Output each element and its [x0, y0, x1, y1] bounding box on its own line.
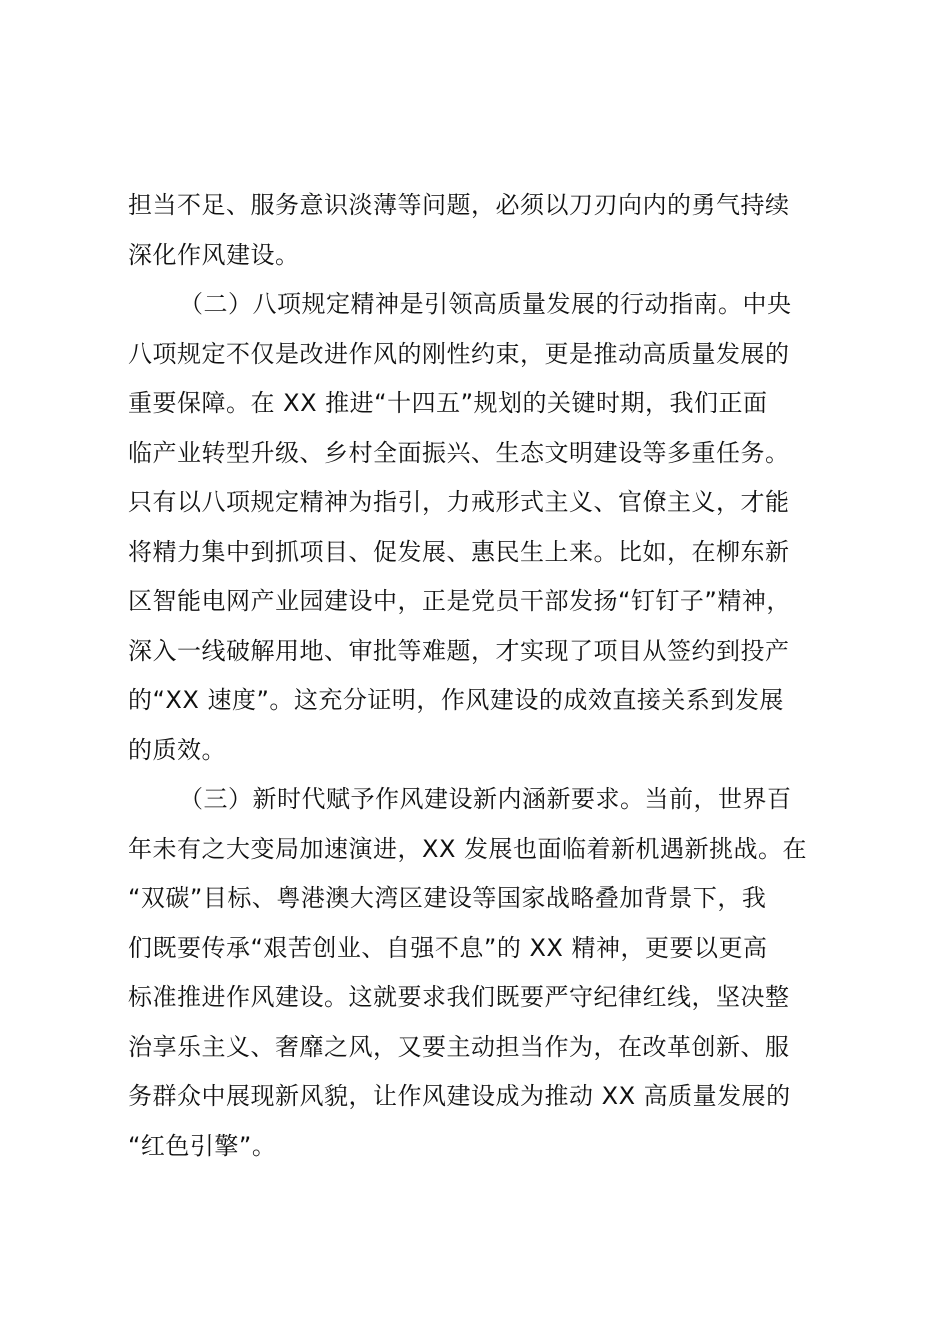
- text-line: “红色引擎”。: [128, 1131, 277, 1160]
- text-line: 的“XX 速度”。这充分证明，作风建设的成效直接关系到发展: [128, 686, 784, 714]
- text-line: 重要保障。在 XX 推进“十四五”规划的关键时期，我们正面: [128, 389, 768, 417]
- paragraph-p1: [128, 181, 834, 280]
- text-line: 治享乐主义、奢靡之风，又要主动担当作为，在改革创新、服: [128, 1032, 790, 1061]
- text-line: “双碳”目标、粤港澳大湾区建设等国家战略叠加背景下，我: [128, 884, 767, 912]
- text-line: 务群众中展现新风貌，让作风建设成为推动 XX 高质量发展的: [128, 1082, 791, 1110]
- text-line: 们既要传承“艰苦创业、自强不息”的 XX 精神，更要以更高: [128, 933, 768, 962]
- text-line: 只有以八项规定精神为指引，力戒形式主义、官僚主义，才能: [128, 488, 790, 516]
- text-line: 担当不足、服务意识淡薄等问题，必须以刀刃向内的勇气持续: [128, 191, 790, 219]
- text-line: （三）新时代赋予作风建设新内涵新要求。当前，世界百: [179, 785, 792, 813]
- text-line: 八项规定不仅是改进作风的刚性约束，更是推动高质量发展的: [128, 339, 790, 368]
- text-line: 深化作风建设。: [128, 240, 300, 269]
- text-line: 深入一线破解用地、审批等难题，才实现了项目从签约到投产: [128, 636, 790, 665]
- paragraph-p2: [128, 280, 834, 775]
- text-line: （二）八项规定精神是引领高质量发展的行动指南。中央: [179, 290, 792, 318]
- text-line: 区智能电网产业园建设中，正是党员干部发扬“钉钉子”精神，: [128, 587, 791, 615]
- text-line: 临产业转型升级、乡村全面振兴、生态文明建设等多重任务。: [128, 438, 790, 467]
- text-line: 标准推进作风建设。这就要求我们既要严守纪律红线，坚决整: [128, 983, 790, 1011]
- text-line: 将精力集中到抓项目、促发展、惠民生上来。比如，在柳东新: [128, 537, 790, 566]
- document-body: [128, 181, 834, 1171]
- paragraph-p3: [128, 775, 834, 1171]
- text-line: 的质效。: [128, 735, 226, 764]
- text-line: 年未有之大变局加速演进，XX 发展也面临着新机遇新挑战。在: [128, 834, 808, 863]
